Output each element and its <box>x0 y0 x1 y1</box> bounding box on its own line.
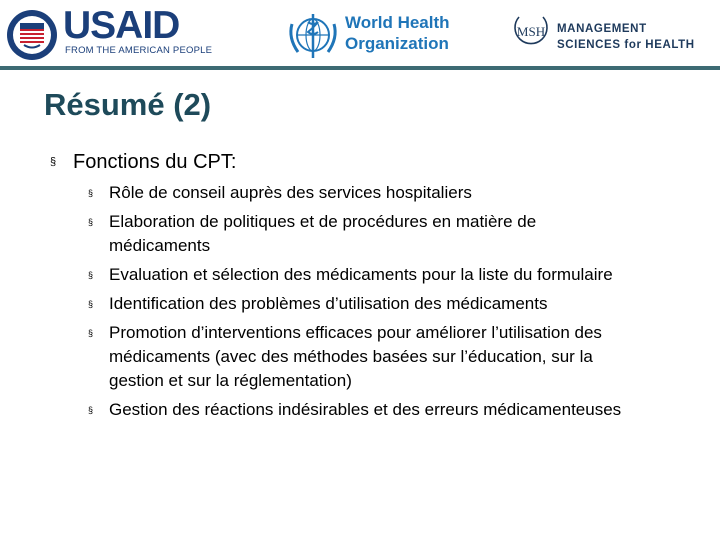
sub-point-text: Promotion d’interventions efficaces pour améliorer l’utilisation des médicaments (avec des méthodes basées sur l’éducation, sur la gestion et sur la réglementation) <box>109 323 602 390</box>
main-point-text: Fonctions du CPT: <box>73 151 237 173</box>
msh-mark-text: MSH <box>516 24 546 39</box>
logo-bar <box>0 0 720 66</box>
sub-point-text: Rôle de conseil auprès des services hospitaliers <box>109 183 472 202</box>
square-bullet-icon: § <box>88 405 94 415</box>
sub-bullet-item <box>88 210 670 258</box>
who-name-line2: Organization <box>345 34 449 53</box>
msh-name-line1: MANAGEMENT <box>557 23 647 35</box>
sub-bullet-item <box>88 263 670 287</box>
square-bullet-icon: § <box>88 328 94 338</box>
sub-point-text: Identification des problèmes d’utilisation des médicaments <box>109 294 548 313</box>
sub-bullet-item <box>88 181 670 205</box>
square-bullet-icon: § <box>88 270 94 280</box>
sub-point-text: Elaboration de politiques et de procédures en matière de médicaments <box>109 212 537 255</box>
slide-title: Résumé (2) <box>44 87 212 122</box>
sub-point-text: Gestion des réactions indésirables et des erreurs médicamenteuses <box>109 400 622 419</box>
msh-name-line2: SCIENCES for HEALTH <box>557 39 695 51</box>
usaid-tagline: FROM THE AMERICAN PEOPLE <box>65 45 213 56</box>
square-bullet-icon: § <box>88 188 94 198</box>
sub-bullet-list <box>50 181 670 422</box>
usaid-wordmark: USAID <box>63 4 180 47</box>
sub-bullet-item <box>88 398 670 422</box>
usaid-seal-logo <box>6 9 58 61</box>
square-bullet-icon: § <box>50 156 57 168</box>
main-bullet-point <box>50 150 670 174</box>
who-name-line1: World Health <box>345 13 450 32</box>
slide-content <box>50 150 670 427</box>
sub-bullet-item <box>88 292 670 316</box>
sub-point-text: Evaluation et sélection des médicaments pour la liste du formulaire <box>109 265 613 284</box>
who-emblem-logo <box>286 10 340 60</box>
header-divider <box>0 66 720 70</box>
msh-logo-mark <box>511 13 551 49</box>
square-bullet-icon: § <box>88 299 94 309</box>
sub-bullet-item <box>88 321 670 393</box>
square-bullet-icon: § <box>88 217 94 227</box>
